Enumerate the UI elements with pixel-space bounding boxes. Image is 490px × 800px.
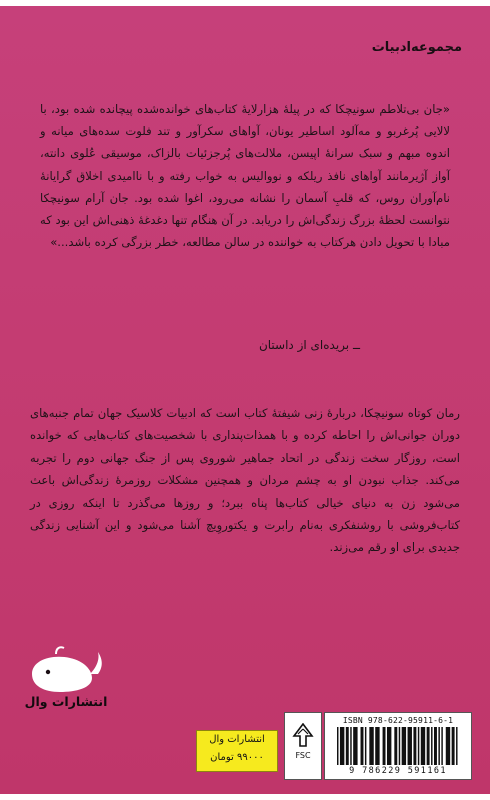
publisher-name: انتشارات وال (24, 694, 108, 709)
price-tag-publisher: انتشارات وال (209, 734, 265, 745)
barcode-bar (394, 727, 397, 765)
barcode-bar (441, 727, 442, 765)
book-description: رمان کوتاه سونیچکا، دربارهٔ زنی شیفتهٔ کتاب است که ادبیات کلاسیک جهان تمام جنبه‌های دوران جوانی‌اش را احاطه کرده و با همذات‌پنداری با شخصیت‌های کتاب‌هایی که خوانده است، روزگار سخت زندگی در اتحاد جماهیر شوروی پس از جنگ جهانی دوم را تجربه می‌کند. جذاب نبودن او به چشم مردان و همچنین مشکلات روزمرهٔ زندگی‌اش باعث می‌شود زن به دنیای خیالی کتاب‌ها پناه ببرد؛ و روزها می‌گذرد تا اینکه روزی در کتاب‌فروشی با روشنفکری به‌نام رابرت و یکتوروِیچ آشنا می‌شود و این آشنایی زندگی جدیدی برای او رقم می‌زند. (30, 406, 460, 555)
barcode-bar (353, 727, 357, 765)
barcode-bar (427, 727, 430, 765)
bottom-edge (0, 794, 490, 800)
barcode-bar (369, 727, 373, 765)
barcode-bar (361, 727, 364, 765)
barcode-bar (350, 727, 351, 765)
barcode-bar (340, 727, 344, 765)
excerpt-attribution: ــ بریده‌ای از داستان (258, 338, 360, 352)
excerpt-quote: «جان بی‌تلاطم سونیچکا که در پیلهٔ هزارلایهٔ کتاب‌های خوانده‌شده پیچانده شده بود، با لالایی پُرغربو و مه‌آلود اساطیر یونان، آواهای سکرآور و تند فلوت سده‌های میانه و اندوه مبهم و سبک سرانهٔ اپیسن، ملالت‌های پُرجزئیات بالزاک، موسیقی عُلوی دانته، آواز آژیرمانند آواهای نافذ ریلکه و نووالیس به خواب رفته و با ناامیدی اخلاق گرایانهٔ نام‌آوران روس، که قلبِ آسمان را نشانه می‌رود، اغوا شده بود. جان آرام سونیچکا نتوانست لحظهٔ بزرگ زندگی‌اش را دریابد. در آن هنگام تنها دغدغهٔ ذهنی‌اش این بود که مبادا با تحویل دادن هرکتاب به خواننده در سالن مطالعه، خطر بزرگی کرده باشد...» (40, 102, 450, 250)
barcode-bar (413, 727, 416, 765)
barcode-bar (337, 727, 338, 765)
barcode-bar (383, 727, 386, 765)
barcode-bar (421, 727, 425, 765)
barcode-bar (365, 727, 366, 765)
fsc-label: FSC (295, 751, 311, 760)
series-label: مجموعه‌ادبیات (371, 40, 462, 55)
barcode-bar (446, 727, 450, 765)
ean-digits: 9 786229 591161 (349, 766, 447, 776)
barcode-bar (375, 727, 379, 765)
barcode-bar (452, 727, 455, 765)
barcode-bar (431, 727, 432, 765)
barcode-bar (346, 727, 349, 765)
barcode-bars (337, 727, 459, 765)
barcode-bar (418, 727, 419, 765)
whale-icon (26, 644, 106, 696)
price-tag (196, 730, 278, 772)
barcode-bar (399, 727, 400, 765)
price-tag-price: ۹۹۰۰۰ تومان (210, 752, 264, 763)
top-edge (0, 0, 490, 6)
barcode-bar (387, 727, 391, 765)
fsc-logo (284, 712, 322, 780)
isbn-number: ISBN 978-622-95911-6-1 (342, 716, 454, 725)
barcode-bar (438, 727, 439, 765)
tree-icon (292, 723, 314, 747)
barcode-bar (408, 727, 412, 765)
barcode-bar (456, 727, 457, 765)
barcode-bar (434, 727, 437, 765)
barcode-bar (402, 727, 406, 765)
isbn-barcode (324, 712, 472, 780)
